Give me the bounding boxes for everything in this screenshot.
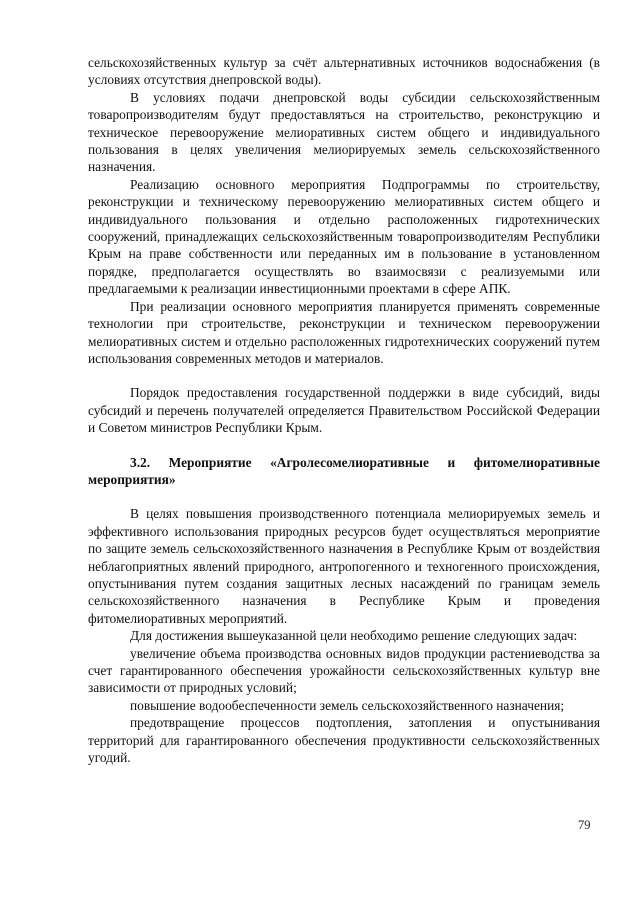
page-number: 79 xyxy=(578,818,591,832)
paragraph-goal: В целях повышения производственного потенциала мелиорируемых земель и эффективного использования природных ресурсов будет осуществляться мероприятие по защите земель сельскохозяйственного назначения в Республике Крым от воздействия неблагоприятных явлений природного, антропогенного и техногенного происхождения, опустынивания путем создания защитных лесных насаждений по границам земель сельскохозяйственного назначения в Республике Крым и проведения фитомелиоративных мероприятий. xyxy=(88,506,600,626)
spacer xyxy=(88,437,600,454)
paragraph-tasks-intro: Для достижения вышеуказанной цели необходимо решение следующих задач: xyxy=(130,628,578,644)
paragraph-main-activity: Реализацию основного мероприятия Подпрограммы по строительству, реконструкции и техническому перевооружению мелиоративных систем общего и индивидуального пользования и отдельно расположенных гидротехнических сооружений, принадлежащих сельскохозяйственным товаропроизводителям Республики Крым на праве собственности или переданных им в пользование в установленном порядке, предполагается осуществлять во взаимосвязи с реализуемыми или предлагаемыми к реализации инвестиционными проектами в сфере АПК. xyxy=(88,176,600,297)
document-page xyxy=(88,54,600,766)
task-item-water-supply: повышение водообеспеченности земель сельскохозяйственного назначения; xyxy=(130,697,565,713)
task-item-production: увеличение объема производства основных видов продукции растениеводства за счет гарантированного обеспечения урожайности сельскохозяйственных культур вне зависимости от природных условий; xyxy=(88,645,600,696)
paragraph-technologies: При реализации основного мероприятия планируется применять современные технологии при строительстве, реконструкции и техническом перевооружении мелиоративных систем и отдельно расположенных гидротехнических сооружений путем использования современных методов и материалов. xyxy=(88,298,600,366)
task-item-flood-prevention: предотвращение процессов подтопления, затопления и опустынивания территорий для гарантированного обеспечения продуктивности сельскохозяйственных угодий. xyxy=(88,715,600,766)
paragraph-continuation: сельскохозяйственных культур за счёт альтернативных источников водоснабжения (в условиях отсутствия днепровской воды). xyxy=(88,55,600,88)
section-heading: 3.2. Мероприятие «Агролесомелиоративные и фитомелиоративные мероприятия» xyxy=(88,454,600,487)
paragraph-support-procedure: Порядок предоставления государственной поддержки в виде субсидий, виды субсидий и перечень получателей определяется Правительством Российской Федерации и Советом министров Республики Крым. xyxy=(88,385,600,436)
spacer xyxy=(88,367,600,384)
spacer xyxy=(88,488,600,505)
paragraph-subsidies: В условиях подачи днепровской воды субсидии сельскохозяйственным товаропроизводителям будут предоставляться на строительство, реконструкцию и техническое перевооружение мелиоративных систем общего и индивидуального пользования в целях увеличения мелиорируемых земель сельскохозяйственного назначения. xyxy=(88,89,600,175)
